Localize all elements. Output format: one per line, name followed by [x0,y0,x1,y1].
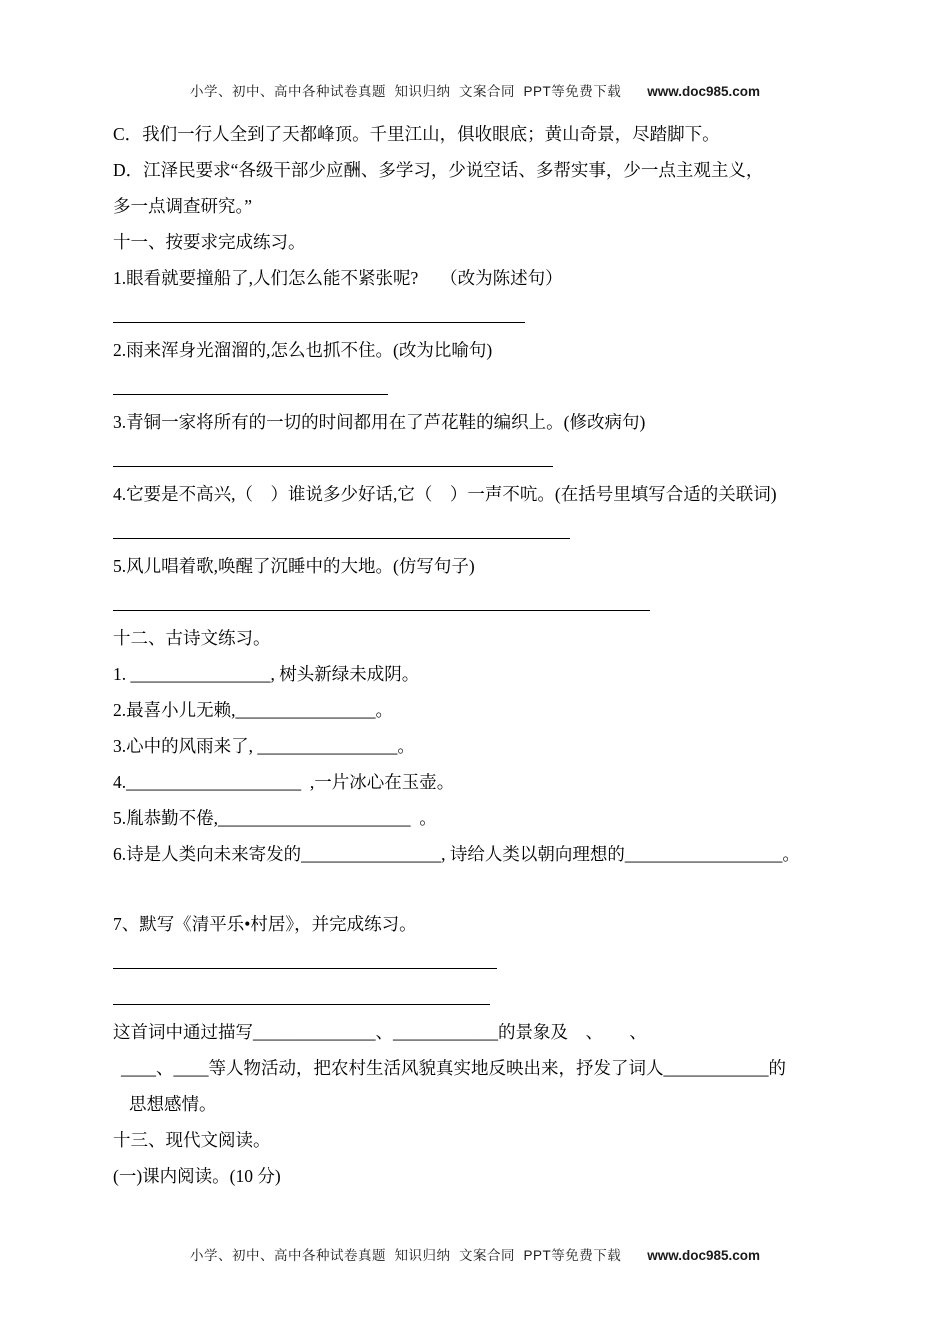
option-d-continuation: 多一点调查研究。” [113,196,253,216]
section-11-question-4: 4.它要是不高兴,（ ）谁说多少好话,它（ ）一声不吭。(在括号里填写合适的关联词) [113,484,777,504]
section-12-question-4: 4.____________________ ,一片冰心在玉壶。 [113,772,455,792]
section-11-title: 十一、按要求完成练习。 [113,232,306,252]
header-site-url: www.doc985.com [647,84,761,99]
header-promo-text: 小学、初中、高中各种试卷真题 知识归纳 文案合同 PPT等免费下载 [189,84,622,99]
answer-blank-line [113,978,490,1005]
answer-blank-line [113,942,497,969]
section-12-title: 十二、古诗文练习。 [113,628,271,648]
footer-promo-text: 小学、初中、高中各种试卷真题 知识归纳 文案合同 PPT等免费下载 [189,1248,622,1263]
answer-blank-line [113,512,570,539]
answer-blank-line [113,584,650,611]
footer-site-url: www.doc985.com [647,1248,761,1263]
section-12-question-2: 2.最喜小儿无赖,________________。 [113,700,393,720]
section-13-title: 十三、现代文阅读。 [113,1130,271,1150]
section-11-question-3: 3.青铜一家将所有的一切的时间都用在了芦花鞋的编织上。(修改病句) [113,412,646,432]
section-12-question-7: 7、默写《清平乐•村居》，并完成练习。 [113,914,417,934]
section-13-subsection: (一)课内阅读。(10 分) [113,1166,281,1186]
answer-blank-line [113,368,388,395]
section-11-question-5: 5.风儿唱着歌,唤醒了沉睡中的大地。(仿写句子) [113,556,475,576]
section-12-question-3: 3.心中的风雨来了, ________________。 [113,736,415,756]
section-12-question-6: 6.诗是人类向未来寄发的________________, 诗给人类以朝向理想的__________________。 [113,844,800,864]
option-d-line: D．江泽民要求“各级干部少应酬、多学习，少说空话、多帮实事，少一点主观主义， [113,160,764,180]
section-11-question-1: 1.眼看就要撞船了,人们怎么能不紧张呢? （改为陈述句） [113,268,563,288]
answer-blank-line [113,296,525,323]
section-12-question-1: 1. ________________, 树头新绿未成阴。 [113,664,420,684]
section-12-analysis-line-2: ____、____等人物活动，把农村生活风貌真实地反映出来，抒发了词人____________的 [121,1058,786,1078]
section-12-question-5: 5.胤恭勤不倦,______________________ 。 [113,808,437,828]
section-12-analysis-line-1: 这首词中通过描写______________、____________的景象及 、 、 [113,1022,656,1042]
option-c-line: C．我们一行人全到了天都峰顶。千里江山，俱收眼底；黄山奇景，尽踏脚下。 [113,124,720,144]
section-11-question-2: 2.雨来浑身光溜溜的,怎么也抓不住。(改为比喻句) [113,340,493,360]
page-header [0,80,950,100]
section-12-analysis-line-3: 思想感情。 [129,1094,217,1114]
page-footer [0,1244,950,1264]
answer-blank-line [113,440,553,467]
document-body [113,116,892,1194]
